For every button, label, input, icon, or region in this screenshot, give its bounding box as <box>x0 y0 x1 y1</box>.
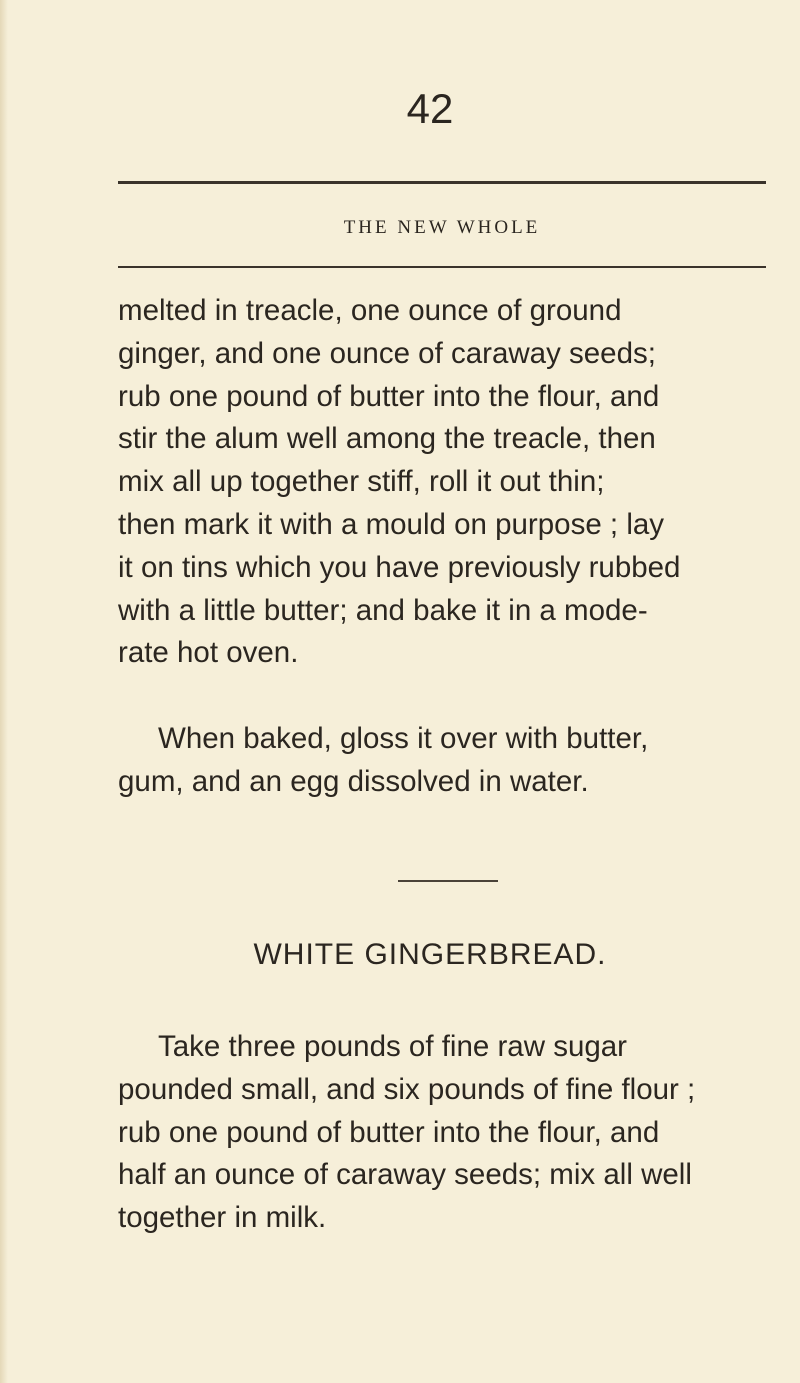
text-line: together in milk. <box>118 1201 327 1235</box>
text-line: with a little butter; and bake it in a mode- <box>118 593 648 627</box>
text-line: melted in treacle, one ounce of ground <box>118 294 622 327</box>
running-head: THE NEW WHOLE <box>343 217 541 238</box>
text-line: gum, and an egg dissolved in water. <box>118 764 589 798</box>
text-line: half an ounce of caraway seeds; mix all well <box>118 1158 692 1192</box>
paragraph-white-gingerbread <box>118 1026 778 1240</box>
text-line: rub one pound of butter into the flour, and <box>118 379 660 413</box>
header-bottom-rule <box>118 266 766 268</box>
text-line: Take three pounds of fine raw sugar <box>158 1030 628 1063</box>
text-line: ginger, and one ounce of caraway seeds; <box>118 336 656 370</box>
text-line: rub one pound of butter into the flour, and <box>118 1115 660 1149</box>
paragraph-glossing <box>118 718 778 804</box>
text-line: it on tins which you have previously rubbed <box>118 550 681 584</box>
page-number: 42 <box>406 85 454 132</box>
text-line: then mark it with a mould on purpose ; lay <box>118 507 665 541</box>
section-title: WHITE GINGERBREAD. <box>253 938 607 971</box>
text-line: pounded small, and six pounds of fine flour ; <box>118 1072 696 1106</box>
header-top-rule <box>118 181 766 184</box>
page-edge-shadow <box>0 0 8 1383</box>
section-divider <box>398 880 498 882</box>
text-line: stir the alum well among the treacle, then <box>118 422 656 456</box>
paragraph-continued-recipe <box>118 290 778 675</box>
text-line: rate hot oven. <box>118 636 299 670</box>
text-line: mix all up together stiff, roll it out thin; <box>118 465 605 499</box>
text-line: When baked, gloss it over with butter, <box>158 722 649 755</box>
